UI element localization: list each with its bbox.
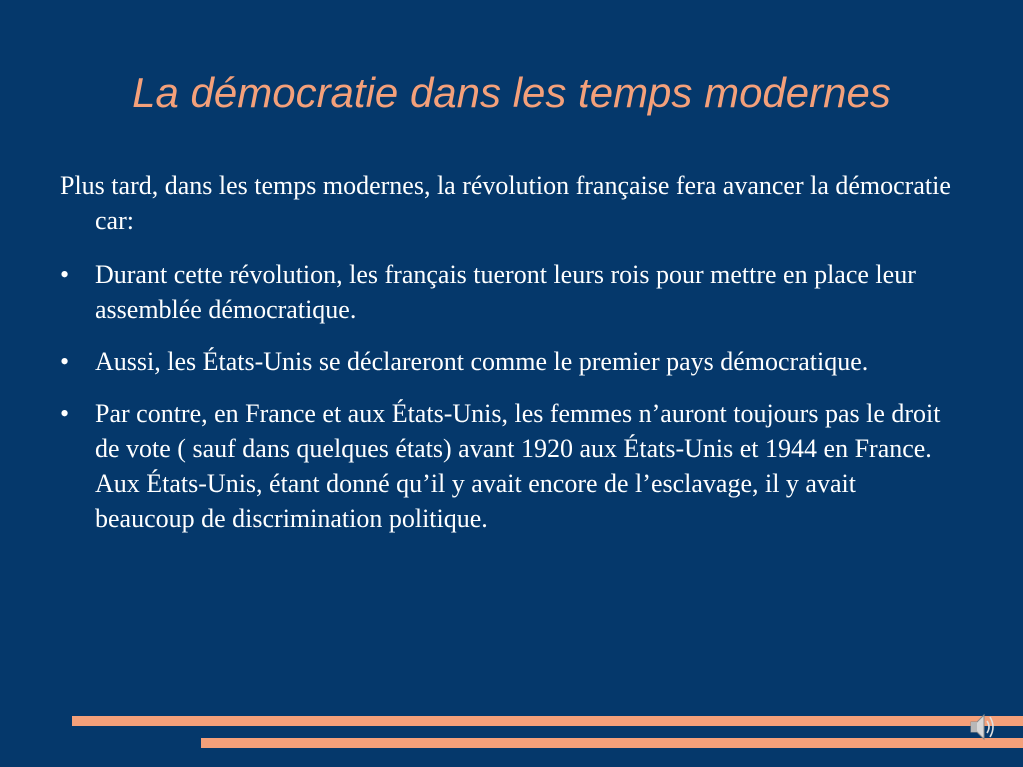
bullet-item — [60, 257, 960, 327]
bullet-text: Durant cette révolution, les français tueront leurs rois pour mettre en place leur assemblée démocratique. — [95, 260, 916, 324]
decorative-bar-bottom — [201, 738, 1023, 748]
slide-body — [60, 168, 960, 553]
bullet-item — [60, 344, 960, 379]
intro-paragraph: Plus tard, dans les temps modernes, la révolution française fera avancer la démocratie car: — [60, 171, 951, 235]
bullet-item — [60, 396, 960, 536]
decorative-bar-top — [72, 716, 1023, 726]
bullet-marker: • — [60, 399, 70, 428]
speaker-icon[interactable] — [968, 710, 998, 744]
bullet-marker: • — [60, 347, 70, 376]
bullet-text: Par contre, en France et aux États-Unis, les femmes n’auront toujours pas le droit de vote ( sauf dans quelques états) avant 1920 aux États-Unis et 1944 en France. Aux États-Unis, étant donné qu’il y avait encore de l’esclavage, il y avait beaucoup de discrimination politique. — [95, 399, 941, 533]
slide-title: La démocratie dans les temps modernes — [132, 69, 891, 116]
bullet-marker: • — [60, 260, 70, 289]
bullet-text: Aussi, les États-Unis se déclareront comme le premier pays démocratique. — [95, 347, 869, 376]
